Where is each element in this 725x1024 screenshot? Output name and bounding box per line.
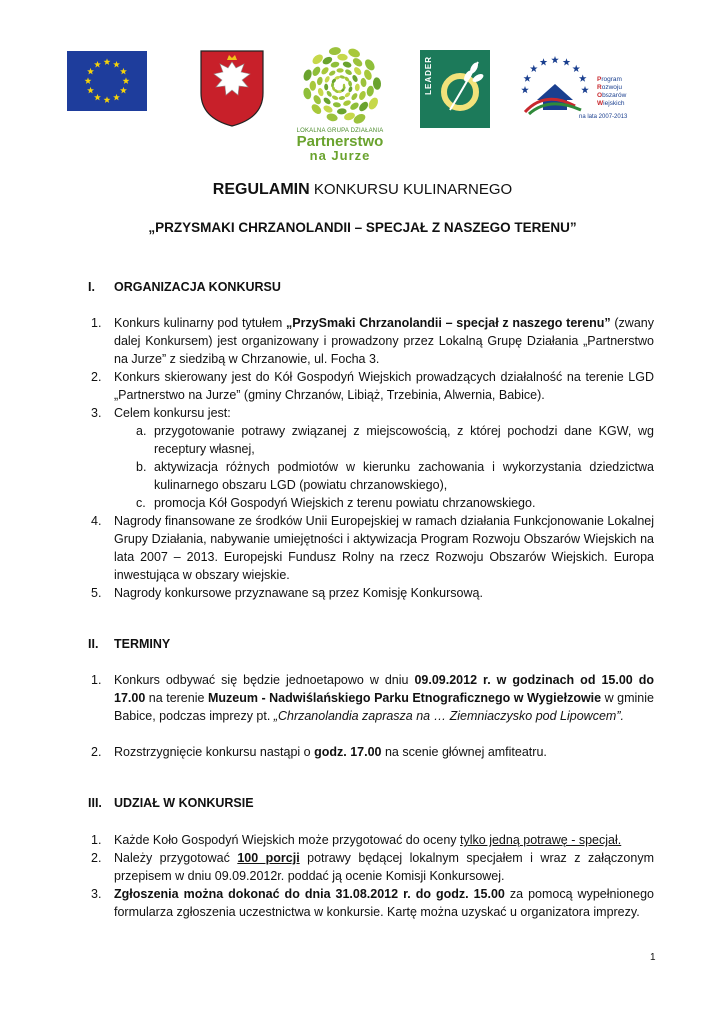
item-text: (zwany dalej Konkursem) jest organizowany i prowadzony przez Lokalną Grupę Działania „Partnerstwo na Jurze” z siedzibą w Chrzanowie, ul. Focha 3. [114,316,654,366]
leaf-icon [344,68,353,76]
item-text: Każde Koło Gospodyń Wiejskich może przygotować do oceny [114,833,461,847]
leaf-icon [363,58,377,73]
section-heading-2 [88,637,170,651]
section-number: I. [88,280,95,294]
section-label: ORGANIZACJA KONKURSU [114,280,281,294]
eu-star-icon [123,77,130,84]
item-text: promocja Kół Gospodyń Wiejskich z terenu powiatu chrzanowskiego. [154,496,536,510]
prow-text [597,76,626,108]
prow-line2: ozwoju [601,84,622,91]
item-text: na scenie głównej amfiteatru. [381,745,547,759]
eu-star-icon [94,94,101,101]
item-bold: Zgłoszenia można dokonać do dnia 31.08.2012 r. do godz. 15.00 [114,887,505,901]
document-title [0,181,725,199]
item-number: 1. [91,673,102,687]
list-item [91,849,654,885]
section-heading-3 [88,796,254,810]
prow-star-icon [530,65,538,72]
item-number: 2. [91,370,102,384]
section-heading-1 [88,280,281,294]
leaf-icon [317,87,325,97]
eu-flag-logo [67,51,147,111]
item-text: za pomocą wypełnionego formularza zgłoszenia uczestnictwa w konkursie. Kartę można uzyskać u organizatora imprezy. [114,887,654,919]
item-text: Konkurs skierowany jest do Kół Gospodyń Wiejskich prowadzących działalność na terenie LGD „Partnerstwo na Jurze” (gminy Chrzanów, Libiąż, Trzebinia, Alwernia, Babice). [114,370,654,402]
leaf-icon [367,96,380,111]
prow-letter-r: R [597,84,602,91]
leaf-icon [337,53,348,60]
title-big: REGULAMIN [212,181,310,198]
eu-star-icon [87,87,94,94]
item-number: 1. [91,833,102,847]
leaf-icon [355,83,360,91]
leaf-icon [351,56,364,68]
prow-letter-p: P [597,76,602,83]
item-text: w gminie Babice, podczas imprezy pt. [114,691,654,723]
prow-stars-house-icon [515,50,595,116]
leaf-icon [310,81,317,91]
item-text: na terenie [145,691,208,705]
prow-letter-w: W [597,100,604,107]
leaf-icon [347,47,361,59]
eu-star-icon [120,68,127,75]
leaf-icon [373,77,382,90]
item-text: Konkurs kulinarny pod tytułem [114,316,286,330]
leaf-icon [366,85,375,97]
leaf-icon [348,86,353,93]
eu-stars-icon [67,51,147,111]
item-text: Celem konkursu jest: [114,406,231,420]
lgd-small-label: LOKALNA GRUPA DZIAŁANIA [296,128,384,134]
eu-star-icon [113,94,120,101]
item-number: 5. [91,586,102,600]
item-number: 2. [91,851,102,865]
item-text: aktywizacja różnych podmiotów w kierunku zachowania i wykorzystania dziedzictwa kulinarnego obszaru LGD (powiatu chrzanowskiego), [154,460,654,492]
malopolska-crest-logo [198,48,266,128]
logo-bar [0,46,725,166]
prow-star-icon [579,75,587,82]
lgd-line1: Partnerstwo [296,133,384,150]
section-label: TERMINY [114,637,171,651]
list-item [91,314,654,368]
list-item [91,584,654,602]
prow-star-icon [521,86,529,93]
section-label: UDZIAŁ W KONKURSIE [114,796,254,810]
leaf-icon [330,61,340,68]
leaf-icon [337,68,344,72]
leaf-icon [326,90,333,98]
eu-star-icon [120,87,127,94]
item-underline: tylko jedną potrawę - specjał. [460,833,622,847]
item-text: potrawy będącej lokalnym specjałem i wraz z załączonym przepisem w dniu 09.09.2012r. poddać ją ocenie Komisji Konkursowej. [114,851,654,883]
leader-label: LEADER [424,56,433,95]
leaf-icon [316,76,323,85]
prow-logo [515,50,635,124]
sub-list-item [136,422,654,458]
leaf-icon [326,112,339,122]
leaf-icon [311,53,325,67]
leaf-icon [344,91,351,98]
leader-logo [420,50,490,128]
item-number: 1. [91,316,102,330]
prow-star-icon [563,58,571,65]
leaf-icon [331,95,339,101]
list-item [91,368,654,404]
eu-star-icon [87,68,94,75]
prow-star-icon [551,56,559,63]
leaf-icon [351,74,358,83]
leaf-icon [324,83,328,90]
item-bold: godz. 17.00 [314,745,382,759]
list-item [91,885,654,921]
sub-list-item [136,458,654,494]
leaf-icon [342,61,352,69]
eagle-crest-icon [198,48,266,128]
item-bold: 09.09.2012 r. w godzinach od 15.00 do 17.00 [114,673,654,705]
leaf-icon [333,102,342,108]
leaf-icon [350,92,358,101]
prow-letter-o: O [597,92,603,99]
lgd-partnerstwo-logo [295,46,385,161]
leaf-icon [311,65,322,77]
eu-star-icon [113,61,120,68]
leaf-icon [320,66,330,76]
prow-star-icon [572,65,580,72]
item-bold: „PrzySmaki Chrzanolandii – specjał z naszego terenu” [286,316,611,330]
leaf-icon [322,104,334,114]
document-subtitle: „PRZYSMAKI CHRZANOLANDII – SPECJAŁ Z NASZEGO TERENU” [148,220,577,235]
prow-line1: rogram [601,76,622,83]
item-letter: c. [136,496,146,510]
item-letter: b. [136,460,147,474]
leaf-icon [360,78,367,88]
section-number: III. [88,796,102,810]
item-number: 4. [91,514,102,528]
item-letter: a. [136,424,147,438]
leaf-icon [353,66,363,77]
leaf-icon [328,70,336,77]
eu-star-icon [104,58,111,65]
leaf-icon [322,96,331,105]
item-bold: Muzeum - Nadwiślańskiego Parku Etnograficznego w Wygiełzowie [207,691,602,705]
item-number: 3. [91,887,102,901]
list-item [91,831,654,849]
sub-list-item [136,494,654,512]
eu-star-icon [104,96,111,103]
prow-star-icon [523,75,531,82]
leaf-icon [338,96,345,101]
page-number: 1 [650,952,656,963]
item-bold-underline: 100 porcji [237,851,300,865]
leaf-icon [358,90,367,101]
item-text: Nagrody finansowane ze środków Unii Europejskiej w ramach działania Funkcjonowanie Lokalnej Grupy Działania, nabywanie umiejętności i aktywizacja Program Rozwoju Obszarów Wiejskich na lata 2007 – 2013. Europejski Fundusz Rolny na rzecz Rozwoju Obszarów Wiejskich. Europa inwestująca w obszary wiejskie. [114,514,654,582]
prow-line3: bszarów [602,92,627,99]
title-rest: KONKURSU KULINARNEGO [309,181,513,198]
leaf-icon [324,75,331,83]
item-text: Nagrody konkursowe przyznawane są przez Komisję Konkursową. [114,586,483,600]
list-item [91,404,654,422]
prow-year: na lata 2007-2013 [579,114,628,120]
leaf-icon [342,99,351,107]
leaf-icon [302,68,313,81]
leaf-icon [357,100,369,113]
eu-star-icon [85,77,92,84]
item-text: Należy przygotować [114,851,238,865]
eu-star-icon [94,61,101,68]
prow-star-icon [540,58,548,65]
item-text: Konkurs odbywać się będzie jednoetapowo w dniu [114,673,415,687]
section-number: II. [88,637,99,651]
prow-line4: iejskich [603,100,625,107]
spiral-leaves-icon [295,46,385,128]
item-number: 3. [91,406,102,420]
leader-wheat-icon [420,50,490,128]
item-text: Rozstrzygnięcie konkursu nastąpi o [114,745,315,759]
item-italic: „Chrzanolandia zaprasza na … Ziemniaczysko pod Lipowcem”. [273,709,624,723]
prow-star-icon [581,86,589,93]
list-item [91,671,654,725]
list-item [91,512,654,584]
list-item [91,743,654,761]
leaf-icon [337,108,347,115]
leaf-icon [310,102,323,115]
item-number: 2. [91,745,102,759]
item-text: przygotowanie potrawy związanej z miejscowością, z której pochodzi dane KGW, wg receptury własnej, [154,424,654,456]
leaf-icon [339,75,345,79]
lgd-line2: na Jurze [309,148,371,163]
